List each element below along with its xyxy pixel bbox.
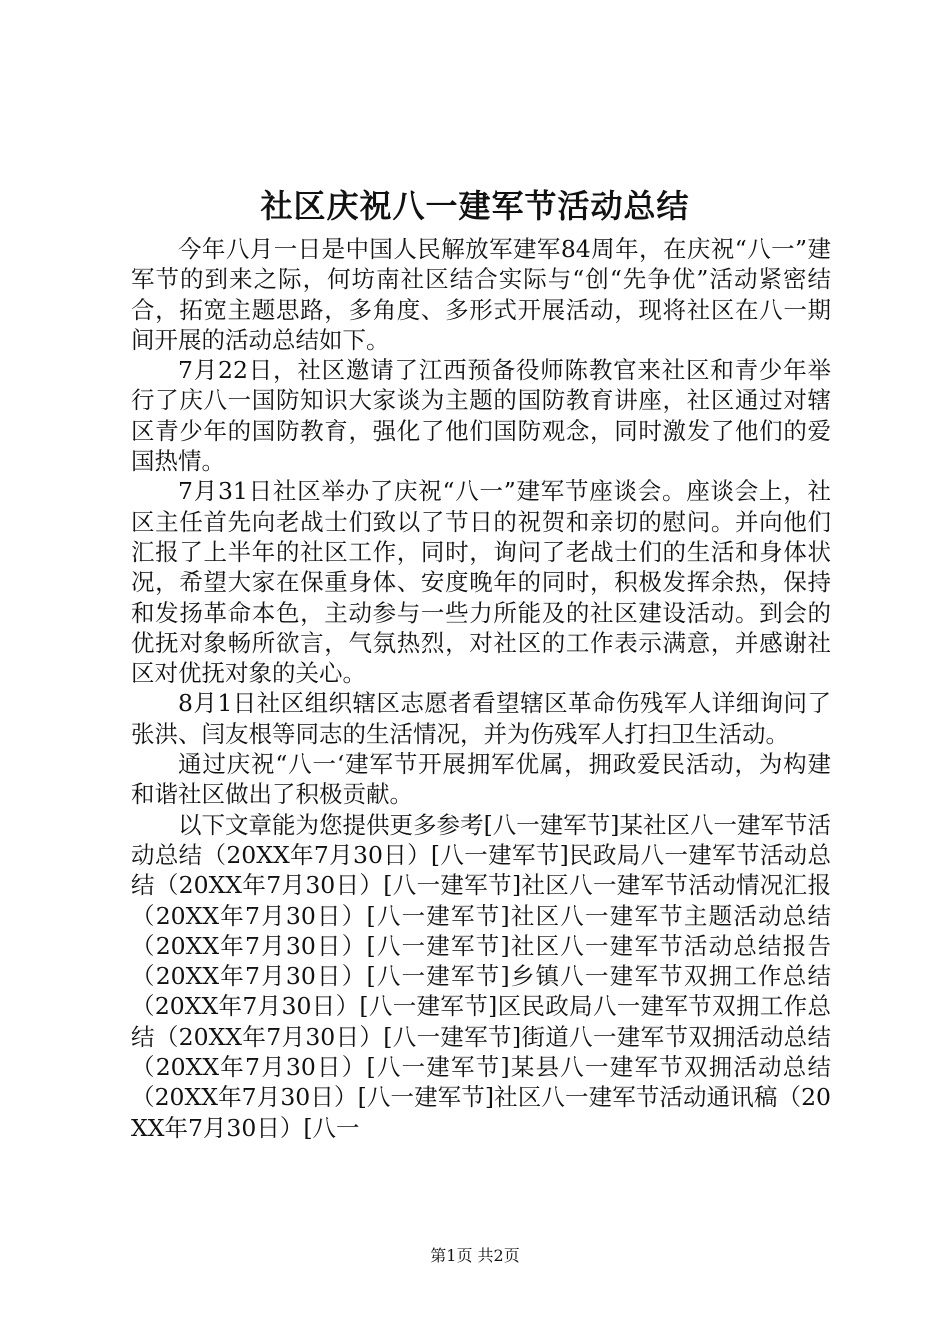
page-number-footer: 第1页 共2页 — [430, 1246, 520, 1265]
document-body — [131, 234, 831, 1143]
paragraph-july-22: 7月22日，社区邀请了江西预备役师陈教官来社区和青少年举行了庆八一国防知识大家谈为主题的国防教育讲座，社区通过对辖区青少年的国防教育，强化了他们国防观念，同时激发了他们的爱国热情。 — [131, 356, 831, 476]
paragraph-references: 以下文章能为您提供更多参考[八一建军节]某社区八一建军节活动总结（20XX年7月30日）[八一建军节]民政局八一建军节活动总结（20XX年7月30日）[八一建军节]社区八一建军节活动情况汇报（20XX年7月30日）[八一建军节]社区八一建军节主题活动总结（20XX年7月30日）[八一建军节]社区八一建军节活动总结报告（20XX年7月30日）[八一建军节]乡镇八一建军节双拥工作总结（20XX年7月30日）[八一建军节]区民政局八一建军节双拥工作总结（20XX年7月30日）[八一建军节]街道八一建军节双拥活动总结（20XX年7月30日）[八一建军节]某县八一建军节双拥活动总结（20XX年7月30日）[八一建军节]社区八一建军节活动通讯稿（20XX年7月30日）[八一 — [131, 810, 831, 1142]
paragraph-august-1: 8月1日社区组织辖区志愿者看望辖区革命伤残军人详细询问了张洪、闫友根等同志的生活情况，并为伤残军人打扫卫生活动。 — [131, 689, 831, 748]
paragraph-intro: 今年八月一日是中国人民解放军建军84周年，在庆祝“八一”建军节的到来之际，何坊南社区结合实际与“创“先争优”活动紧密结合，拓宽主题思路，多角度、多形式开展活动，现将社区在八一期间开展的活动总结如下。 — [131, 235, 831, 354]
paragraph-conclusion: 通过庆祝“八一‘建军节开展拥军优属，拥政爱民活动，为构建和谐社区做出了积极贡献。 — [131, 750, 831, 809]
document-title: 社区庆祝八一建军节活动总结 — [260, 187, 690, 225]
paragraph-july-31: 7月31日社区举办了庆祝“八一”建军节座谈会。座谈会上，社区主任首先向老战士们致以了节日的祝贺和亲切的慰问。并向他们汇报了上半年的社区工作，同时，询问了老战士们的生活和身体状况，希望大家在保重身体、安度晚年的同时，积极发挥余热，保持和发扬革命本色，主动参与一些力所能及的社区建设活动。到会的优抚对象畅所欲言，气氛热烈，对社区的工作表示满意，并感谢社区对优抚对象的关心。 — [131, 477, 831, 688]
